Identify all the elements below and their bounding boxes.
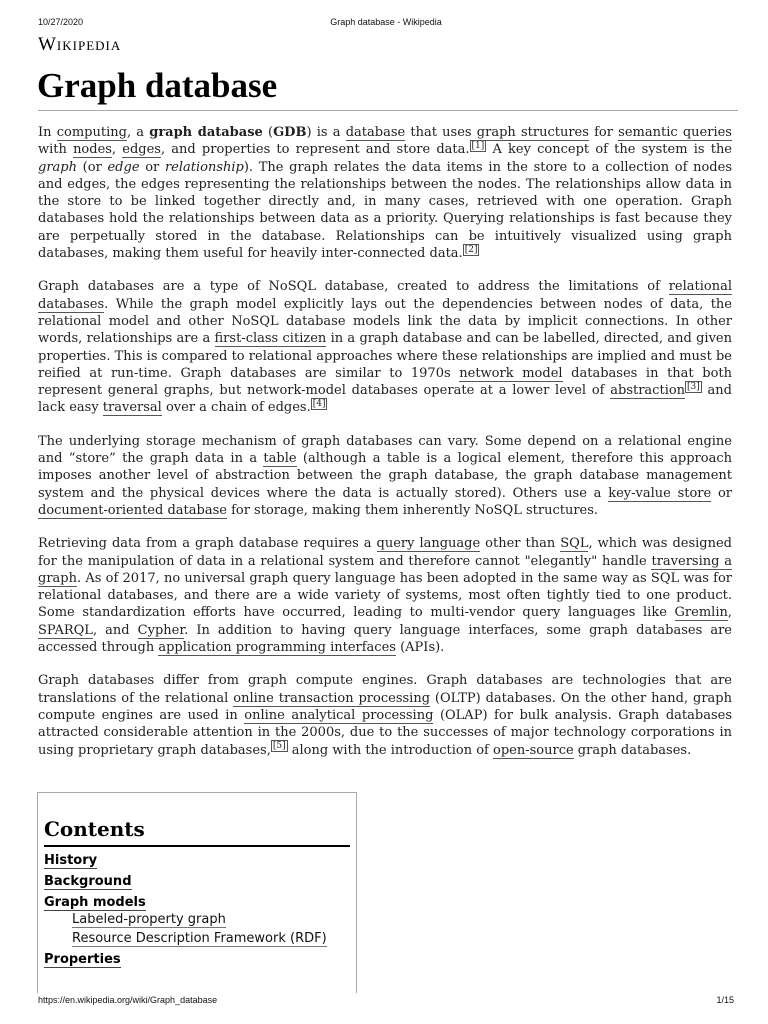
citation-1[interactable]: [1]: [471, 140, 485, 151]
link-computing[interactable]: computing: [56, 125, 127, 140]
print-footer: [38, 995, 734, 1005]
toc-item-graph-models[interactable]: Graph models Labeled-property graph Resource Description Framework (RDF): [44, 895, 356, 946]
wikipedia-wordmark[interactable]: Wikipedia: [38, 34, 122, 55]
citation-5[interactable]: [5]: [272, 741, 286, 752]
link-nodes[interactable]: nodes: [73, 142, 112, 158]
link-document-oriented-database[interactable]: document-oriented database: [38, 502, 227, 518]
toc-item-properties[interactable]: Properties: [44, 952, 121, 967]
link-application-programming-interfaces[interactable]: application programming interfaces: [158, 640, 396, 656]
link-graph-structures[interactable]: graph structures: [476, 125, 589, 140]
link-network-model[interactable]: network model: [459, 365, 563, 381]
print-page-number: 1/15: [716, 995, 734, 1005]
toc-item-history[interactable]: History: [44, 853, 98, 868]
paragraph-4: Retrieving data from a graph database requires a query language other than SQL, which was designed for the manipulation of data in a relational system and therefore cannot "elegantly" handle traversing a graph. As of 2017, no universal graph query language has been adopted in the same way as SQL was for relational databases, and there are a wide variety of systems, most often tightly tied to one product. Some standardization efforts have occurred, leading to multi-vendor query languages like Gremlin, SPARQL, and Cypher. In addition to having query language interfaces, some graph databases are accessed through application programming interfaces (APIs).: [38, 536, 732, 656]
link-online-transaction-processing[interactable]: online transaction processing: [233, 690, 431, 706]
link-cypher[interactable]: Cypher: [137, 622, 185, 638]
citation-2[interactable]: [2]: [464, 244, 478, 255]
table-of-contents: [37, 792, 357, 993]
link-sparql[interactable]: SPARQL: [38, 622, 93, 638]
paragraph-2: Graph databases are a type of NoSQL database, created to address the limitations of relational databases. While the graph model explicitly lays out the dependencies between nodes of data, the relational model and other NoSQL database models link the data by implicit connections. In other words, relationships are a first-class citizen in a graph database and can be labelled, directed, and given properties. This is compared to relational approaches where these relationships are implied and must be reified at run-time. Graph databases are similar to 1970s network model databases in that both represent general graphs, but network-model databases operate at a lower level of abstraction [3] and lack easy traversal over a chain of edges. [4]: [38, 279, 733, 416]
link-key-value-store[interactable]: key-value store: [608, 485, 712, 501]
toc-subitem-labeled-property-graph[interactable]: Labeled-property graph: [72, 912, 226, 927]
link-relational-databases[interactable]: relational databases: [38, 279, 732, 312]
paragraph-1: In computing, a graph database (GDB) is a database that uses graph structures for semantic queries with nodes, edges, and properties to represent and store data. [1] A key concept of the system is the graph (or edge or relationship). The graph relates the data items in the store to a collection of nodes and edges, the edges representing the relationships between the nodes. The relationships allow data in the store to be linked together directly and, in many cases, retrieved with one operation. Graph databases hold the relationships between data as a priority. Querying relationships is fast because they are perpetually stored in the database. Relationships can be intuitively visualized using graph databases, making them useful for heavily inter-connected data. [2]: [38, 125, 733, 262]
link-traversing-a-graph[interactable]: traversing a graph: [38, 553, 732, 586]
link-traversal[interactable]: traversal: [102, 400, 162, 416]
link-open-source[interactable]: open-source: [493, 742, 574, 758]
link-abstraction[interactable]: abstraction: [610, 383, 686, 399]
paragraph-5: Graph databases differ from graph compute engines. Graph databases are technologies that are translations of the relational online transaction processing (OLTP) databases. On the other hand, graph compute engines are used in online analytical processing (OLAP) for bulk analysis. Graph databases attracted considerable attention in the 2000s, due to the successes of major technology corporations in using proprietary graph databases, [5] along with the introduction of open-source graph databases.: [38, 673, 732, 758]
link-first-class-citizen[interactable]: first-class citizen: [214, 331, 327, 347]
title-divider: [38, 110, 738, 111]
link-edges[interactable]: edges: [122, 142, 161, 158]
print-header: [38, 17, 734, 27]
print-page-title: Graph database - Wikipedia: [330, 17, 442, 27]
print-date: 10/27/2020: [38, 17, 84, 27]
toc-list: [44, 853, 356, 967]
page-title: Graph database: [37, 66, 278, 105]
link-table[interactable]: table: [263, 451, 297, 467]
toc-subitem-rdf[interactable]: Resource Description Framework (RDF): [72, 931, 327, 946]
link-gremlin[interactable]: Gremlin: [674, 605, 728, 621]
article-body: [38, 124, 732, 775]
link-sql[interactable]: SQL: [560, 536, 589, 552]
print-url: https://en.wikipedia.org/wiki/Graph_database: [38, 995, 218, 1005]
link-semantic-queries[interactable]: semantic queries: [618, 125, 732, 140]
toc-sublist: [44, 912, 356, 946]
link-database[interactable]: database: [345, 125, 406, 140]
citation-3[interactable]: [3]: [687, 381, 700, 392]
citation-4[interactable]: [4]: [312, 399, 326, 410]
link-online-analytical-processing[interactable]: online analytical processing: [244, 707, 434, 723]
link-query-language[interactable]: query language: [376, 536, 481, 552]
toc-item-background[interactable]: Background: [44, 874, 132, 889]
paragraph-3: The underlying storage mechanism of graph databases can vary. Some depend on a relational engine and “store” the graph data in a table (although a table is a logical element, therefore this approach imposes another level of abstraction between the graph database, the graph database management system and the physical devices where the data is actually stored). Others use a key-value store or document-oriented database for storage, making them inherently NoSQL structures.: [38, 433, 732, 518]
toc-title: Contents: [44, 817, 350, 847]
